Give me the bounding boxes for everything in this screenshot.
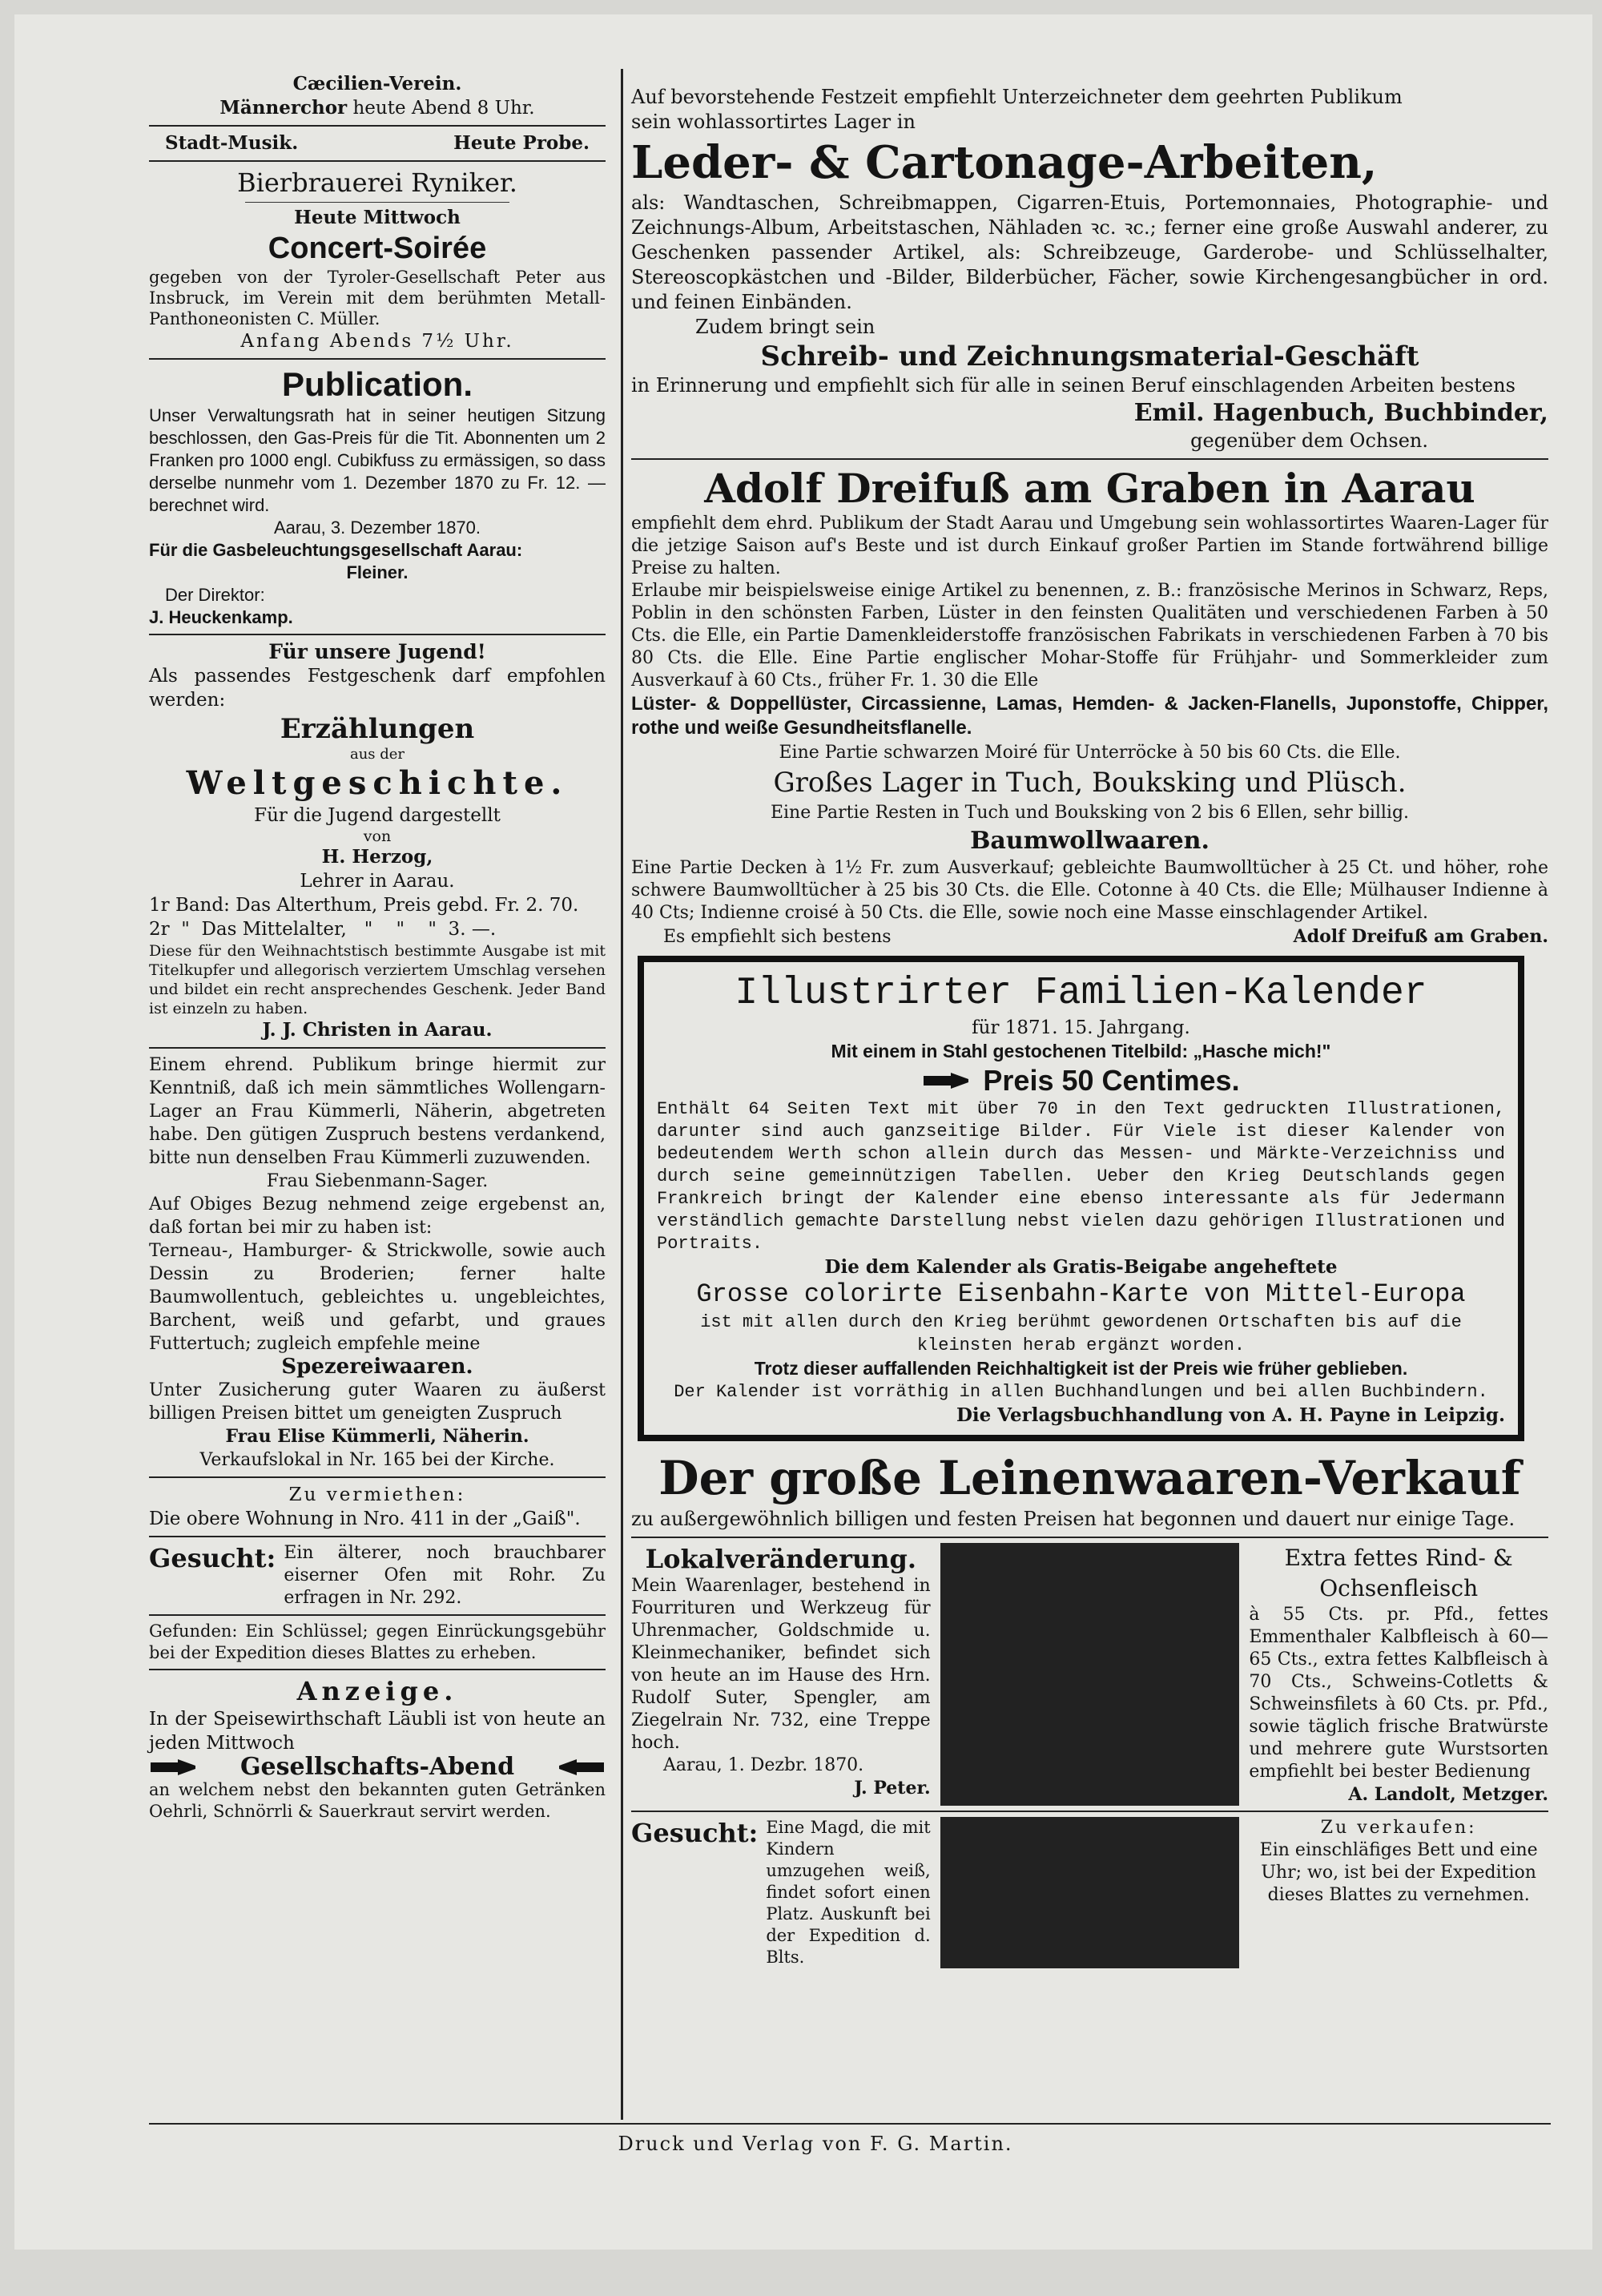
kalender-body2: ist mit allen durch den Krieg berühmt gewordenen Ortschaften bis auf die kleinsten herab ergänzt worden. (700, 1312, 1462, 1355)
jugend-band2: 2r " Das Mittelalter, " " " 3. —. (149, 919, 497, 940)
ad-jugend (149, 640, 606, 1042)
ad-publication (149, 365, 606, 629)
fleisch-title: Extra fettes Rind- & Ochsenfleisch (1284, 1545, 1513, 1601)
pointing-hand-left-icon (556, 1758, 606, 1777)
dreifuss-empf: Es empfiehlt sich bestens (663, 927, 892, 947)
leder-zudem: Zudem bringt sein (695, 316, 875, 338)
ad-magd (631, 1817, 940, 1968)
ad-lokal (631, 1543, 940, 1806)
kuemmerli-lokal: Verkaufslokal in Nr. 165 bei der Kirche. (199, 1450, 555, 1470)
kuemmerli-body2: Auf Obiges Bezug nehmend zeige ergebenst an, daß fortan bei mir zu haben ist: (149, 1194, 606, 1238)
kalender-price: Preis 50 Centimes. (983, 1064, 1240, 1097)
publication-title: Publication. (281, 365, 473, 403)
dreifuss-baumwoll: Baumwollwaaren. (970, 827, 1210, 855)
leinen-title: Der große Leinenwaaren-Verkauf (658, 1451, 1521, 1505)
leder-body: als: Wandtaschen, Schreibmappen, Cigarren-Etuis, Portemonnaies, Photographie- und Zeichnungs-Album, Arbeitstaschen, Nähladen ꝛc. ꝛc.; ferner eine große Auswahl anderer, zu Geschenken passender Artikel, als: Schreibzeuge, Garderobe- und Schlüsselhalter, Stereoscopkästchen und -Bilder, Bilderbücher, Fächer, sowie Kirchengesangbücher in ord. und feinen Einbänden. (631, 191, 1548, 313)
lokal-date: Aarau, 1. Dezbr. 1870. (663, 1755, 864, 1775)
gesucht-ofen-body: Ein älterer, noch brauchbarer eiserner Ofen mit Rohr. Zu erfragen in Nr. 292. (284, 1543, 606, 1608)
pointing-hand-icon (922, 1071, 972, 1090)
leder-addr: gegenüber dem Ochsen. (1190, 429, 1428, 452)
ad-vermiethen (149, 1483, 606, 1531)
jugend-body: Diese für den Weihnachtstisch bestimmte Ausgabe ist mit Titelkupfer und allegorisch verziertem Umschlag versehen und bildet ein recht ansprechendes Geschenk. Jeder Band ist einzeln zu haben. (149, 942, 606, 1017)
lokal-body: Mein Waarenlager, bestehend in Fourrituren und Werkzeug für Uhrenmacher, Goldschmide u. Kleinmechaniker, befindet sich von heute an im Hause des Hrn. Rudolf Suter, Spengler, am Ziegelrain Nr. 732, eine Treppe hoch. (631, 1576, 931, 1753)
pointing-hand-right-icon (149, 1758, 199, 1777)
ad-fleisch (1239, 1543, 1548, 1806)
dreifuss-resten: Eine Partie Resten in Tuch und Bouksking von 2 bis 6 Ellen, sehr billig. (770, 803, 1410, 823)
jugend-weltgeschichte: Weltgeschichte. (186, 764, 569, 802)
dreifuss-body5: Eine Partie Decken à 1½ Fr. zum Ausverkauf; gebleichte Baumwolltücher à 25 Ct. und höher, rohe schwere Baumwolltücher à 25 bis 30 Cts. die Elle. Cotonne à 40 Cts. die Elle; Mülhauser Indienne à 40 Cts; Indienne croisé à 50 Cts. die Elle, sowie noch eine Masse einschlagender Artikel. (631, 858, 1548, 923)
ad-dreifuss (631, 465, 1548, 949)
dreifuss-sign: Adolf Dreifuß am Graben. (1293, 926, 1548, 947)
kuemmerli-sign1: Frau Siebenmann-Sager. (266, 1171, 489, 1191)
caecilien-time: heute Abend 8 Uhr. (352, 98, 535, 119)
publication-company: Für die Gasbeleuchtungsgesellschaft Aarau: (149, 540, 523, 560)
leder-sign: Emil. Hagenbuch, Buchbinder, (1133, 399, 1548, 427)
kalender-body1: Enthält 64 Seiten Text mit über 70 in den Text gedruckten Illustrationen, darunter sind auch ganzseitige Bilder. Für Viele ist dieser Kalender von bedeutendem Werth schon allein durch das Messen- und Märkte-Verzeichniss und durch seine gemeinnützigen Tabellen. Ueber den Krieg Deutschlands gegen Frankreich bringt der Kalender eine ebenso interessante als für Jedermann verständlich gemachte Darstellung nebst vielen dazu gehörigen Illustrationen und Portraits. (657, 1099, 1505, 1254)
magd-body: Eine Magd, die mit Kindern umzugehen weiß, findet sofort einen Platz. Auskunft bei der Expedition d. Blts. (766, 1818, 931, 1967)
kuemmerli-body3: Terneau-, Hamburger- & Strickwolle, sowie auch Dessin zu Broderien; ferner halte Baumwollentuch, gebleichtes u. ungebleichtes, Barchent, weiß und gefarbt, und graues Futtertuch; zugleich empfehle meine (149, 1241, 606, 1354)
kuemmerli-spez: Spezereiwaaren. (281, 1355, 473, 1379)
anzeige-body1: In der Speisewirthschaft Läubli ist von heute an jeden Mittwoch (149, 1709, 606, 1754)
ad-leder (631, 85, 1548, 453)
jugend-von: von (363, 828, 392, 845)
publication-director: J. Heuckenkamp. (149, 607, 293, 627)
jugend-book: Erzählungen (280, 713, 475, 745)
kuemmerli-body4: Unter Zusicherung guter Waaren zu äußerst billigen Preisen bittet um geneigten Zuspruch (149, 1380, 606, 1424)
anzeige-body2: an welchem nebst den bekannten guten Getränken Oehrli, Schnörrli & Sauerkraut servirt werden. (149, 1780, 606, 1821)
leder-intro2: sein wohlassortirtes Lager in (631, 111, 916, 133)
dreifuss-title: Adolf Dreifuß am Graben in Aarau (704, 465, 1475, 512)
vermiethen-body: Die obere Wohnung in Nro. 411 in der „Gaiß". (149, 1509, 581, 1529)
footer-rule (149, 2123, 1551, 2125)
leinen-body: zu außergewöhnlich billigen und festen Preisen hat begonnen und dauert nur einige Tage. (631, 1508, 1515, 1530)
leder-title: Leder- & Cartonage-Arbeiten, (631, 136, 1378, 189)
jugend-aus-der: aus der (349, 746, 405, 763)
leder-intro1: Auf bevorstehende Festzeit empfiehlt Unterzeichneter dem geehrten Publikum (631, 86, 1403, 108)
kalender-sign: Die Verlagsbuchhandlung von A. H. Payne in Leipzig. (956, 1404, 1505, 1426)
imprint: Druck und Verlag von F. G. Martin. (618, 2133, 1013, 2155)
gefunden-body: Gefunden: Ein Schlüssel; gegen Einrückungsgebühr bei der Expedition dieses Blattes zu erheben. (149, 1621, 606, 1662)
kalender-body3: Trotz dieser auffallenden Reichhaltigkeit ist der Preis wie früher geblieben. (754, 1358, 1408, 1379)
kuemmerli-sign2: Frau Elise Kümmerli, Näherin. (225, 1426, 529, 1447)
gesucht-ofen-label: Gesucht: (149, 1543, 276, 1573)
jugend-intro: Als passendes Festgeschenk darf empfohlen werden: (149, 666, 606, 711)
dreifuss-lager: Großes Lager in Tuch, Bouksking und Plüsch. (773, 767, 1407, 799)
leder-body2: in Erinnerung und empfiehlt sich für alle in seinen Beruf einschlagenden Arbeiten bestens (631, 374, 1515, 397)
dreifuss-line4: Eine Partie schwarzen Moiré für Unterröcke à 50 bis 60 Cts. die Elle. (779, 743, 1401, 763)
kalender-sub: Mit einem in Stahl gestochenen Titelbild: „Hasche mich!" (831, 1041, 1331, 1061)
publication-body: Unser Verwaltungsrath hat in seiner heutigen Sitzung beschlossen, den Gas-Preis für die Tit. Abonnenten um 2 Franken pro 1000 engl. Cubikfuss zu ermässigen, so dass derselbe nunmehr vom 1. Dezember 1870 zu Fr. 12. — berechnet wird. (149, 405, 606, 515)
ad-kuemmerli (149, 1053, 606, 1472)
magd-label: Gesucht: (631, 1818, 759, 1848)
concert-when: Heute Mittwoch (294, 207, 461, 228)
caecilien-title: Cæcilien-Verein. (292, 73, 462, 95)
verkaufen-body: Ein einschläfiges Bett und eine Uhr; wo, ist bei der Expedition dieses Blattes zu vernehmen. (1259, 1840, 1538, 1905)
publication-director-label: Der Direktor: (165, 585, 265, 605)
anzeige-title: Anzeige. (296, 1676, 458, 1706)
kalender-beigabe: Die dem Kalender als Gratis-Beigabe angeheftete (824, 1256, 1338, 1278)
stadtmusik-probe: Heute Probe. (453, 132, 590, 154)
ad-anzeige (149, 1675, 606, 1823)
anzeige-event: Gesellschafts-Abend (239, 1753, 515, 1781)
fleisch-body: à 55 Cts. pr. Pfd., fettes Emmenthaler Kalbfleisch à 60—65 Cts., extra fettes Kalbfleisch à 70 Cts., Schweins-Cotletts & Schweinsfilets à 60 Cts. pr. Pfd., sowie täglich frische Bratwürste und mehrere gute Wurstsorten empfiehlt bei bester Bedienung (1249, 1605, 1549, 1782)
column-divider (621, 69, 623, 2120)
kuemmerli-body1: Einem ehrend. Publikum bringe hiermit zur Kenntniß, daß ich mein sämmtliches Wollengarn-Lager an Frau Kümmerli, Näherin, abgetreten habe. Den gütigen Zuspruch bestens verdankend, bitte nun denselben Frau Kümmerli zuzuwenden. (149, 1055, 606, 1168)
verkaufen-title: Zu verkaufen: (1320, 1818, 1477, 1838)
ad-kalender (638, 956, 1524, 1441)
concert-start: Anfang Abends 7½ Uhr. (240, 331, 514, 352)
ad-leinen (631, 1449, 1548, 1532)
publication-place-date: Aarau, 3. Dezember 1870. (273, 518, 481, 538)
newspaper-page (14, 14, 1592, 2250)
publication-signer: Fleiner. (346, 562, 409, 582)
kalender-karte: Grosse colorirte Eisenbahn-Karte von Mittel-Europa (696, 1279, 1466, 1309)
jugend-fuer: Für die Jugend dargestellt (254, 805, 501, 826)
stadtmusik-name: Stadt-Musik. (165, 132, 299, 154)
fleisch-sign: A. Landolt, Metzger. (1348, 1784, 1549, 1805)
dreifuss-body2: Erlaube mir beispielsweise einige Artikel zu benennen, z. B.: französische Merinos in Schwarz, Reps, Poblin in den schönsten Farben, Lüster in den feinsten Qualitäten und verschiedenen Farben à 50 Cts. die Elle, ein Partie Damenkleiderstoffe französischen Fabrikats in verschiedenen Farben à 70 bis 80 Cts. die Elle. Eine Partie englischer Mohar-Stoffe für Frühjahr- und Sommerkleider zum Ausverkauf à 60 Cts., früher Fr. 1. 30 die Elle (631, 581, 1548, 691)
ad-verkaufen (1239, 1817, 1548, 1968)
bottom-divider (940, 1543, 1240, 1806)
dreifuss-line3: Lüster- & Doppellüster, Circassienne, Lamas, Hemden- & Jacken-Flanells, Juponstoffe, Chipper, rothe und weiße Gesundheitsflanelle. (631, 693, 1548, 739)
concert-venue: Bierbrauerei Ryniker. (237, 167, 517, 198)
concert-title: Concert-Soirée (268, 232, 487, 265)
jugend-author-role: Lehrer in Aarau. (300, 871, 455, 892)
kalender-year: für 1871. 15. Jahrgang. (972, 1017, 1190, 1038)
kalender-title: Illustrirter Familien-Kalender (735, 972, 1427, 1015)
kalender-body4: Der Kalender ist vorräthig in allen Buchhandlungen und bei allen Buchbindern. (674, 1382, 1488, 1402)
dreifuss-body1: empfiehlt dem ehrd. Publikum der Stadt Aarau und Umgebung sein wohlassortirtes Waaren-Lager für die jetzige Saison auf's Beste und ist durch Einkauf großer Partien im Stande fortwährend billige Preise zu halten. (631, 514, 1548, 578)
bottom-ads-row-2 (631, 1817, 1548, 1968)
left-column (149, 72, 606, 1826)
vermiethen-title: Zu vermiethen: (288, 1484, 466, 1505)
bottom-ads-row (631, 1543, 1548, 1806)
jugend-author: H. Herzog, (321, 846, 433, 868)
concert-body: gegeben von der Tyroler-Gesellschaft Peter aus Insbruck, im Verein mit dem berühmten Metall-Panthoneonisten C. Müller. (149, 268, 606, 328)
ad-gesucht-ofen (149, 1542, 606, 1609)
lokal-sign: J. Peter. (854, 1778, 931, 1799)
ad-concert (149, 167, 606, 353)
ad-caecilien (149, 72, 606, 120)
leder-geschaeft: Schreib- und Zeichnungsmaterial-Geschäft (760, 340, 1419, 373)
ad-gefunden (149, 1621, 606, 1664)
right-column (631, 85, 1548, 1968)
jugend-sign: J. J. Christen in Aarau. (262, 1019, 493, 1041)
lokal-title: Lokalveränderung. (645, 1544, 917, 1574)
jugend-title: Für unsere Jugend! (268, 640, 486, 663)
bottom-divider-2 (940, 1817, 1240, 1968)
jugend-band1: 1r Band: Das Alterthum, Preis gebd. Fr. 2. 70. (149, 895, 579, 916)
ad-stadtmusik (149, 131, 606, 155)
caecilien-choir: Männerchor (219, 97, 348, 119)
